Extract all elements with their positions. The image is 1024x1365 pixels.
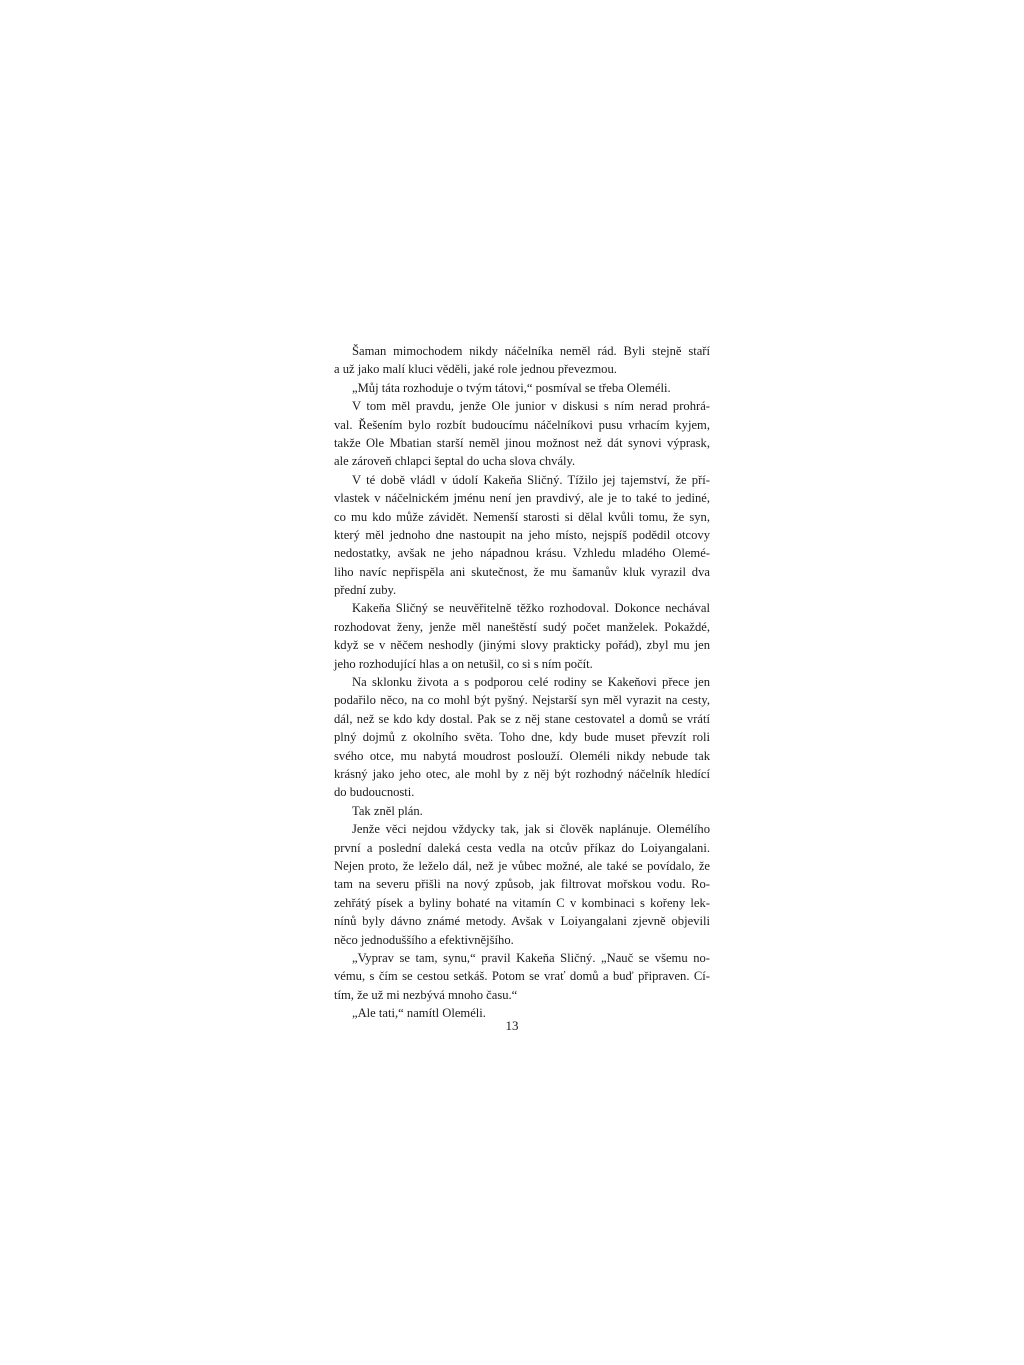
text-line: vlastek v náčelnickém jménu není jen pravdivý, ale je to také to jediné, xyxy=(334,491,710,506)
text-line: co mu kdo může závidět. Nemenší starosti si dělal kvůli tomu, že syn, xyxy=(334,509,710,524)
text-line: Nejen proto, že leželo dál, než je vůbec možné, ale také se povídalo, že xyxy=(334,858,710,873)
text-line: svého otce, mu nabytá moudrost poslouží. Oleméli nikdy nebude tak xyxy=(334,748,710,763)
text-line: ale zároveň chlapci šeptal do ucha slova chvály. xyxy=(334,454,576,469)
text-line: rozhodovat ženy, jenže měl naneštěstí sudý počet manželek. Pokaždé, xyxy=(334,619,710,634)
text-line: Šaman mimochodem nikdy náčelníka neměl rád. Byli stejně staří xyxy=(352,344,710,358)
text-line: V tom měl pravdu, jenže Ole junior v diskusi s ním nerad prohrá- xyxy=(352,399,710,414)
text-line: vému, s čím se cestou setkáš. Potom se vrať domů a buď připraven. Cí- xyxy=(334,969,710,984)
text-line: a už jako malí kluci věděli, jaké role jednou převezmou. xyxy=(334,362,617,377)
page-number: 13 xyxy=(505,1018,519,1033)
text-line: „Můj táta rozhoduje o tvým tátovi,“ posmíval se třeba Oleméli. xyxy=(352,380,671,395)
text-line: když se v něčem neshodly (jinými slovy prakticky pořád), zbyl mu jen xyxy=(334,638,710,653)
text-line: přední zuby. xyxy=(334,583,397,598)
body-text xyxy=(334,342,710,1022)
text-line: krásný jako jeho otec, ale mohl by z něj být rozhodný náčelník hledící xyxy=(334,766,710,781)
text-line: podařilo něco, na co mohl být pyšný. Nejstarší syn měl vyrazit na cesty, xyxy=(334,693,710,708)
text-line: který měl jednoho dne nastoupit na jeho místo, nejspíš podědil otcovy xyxy=(334,527,710,542)
text-line: plný dojmů z okolního světa. Toho dne, kdy bude muset převzít roli xyxy=(334,730,710,745)
text-line: takže Ole Mbatian starší neměl jinou možnost než dát synovi výprask, xyxy=(334,435,710,450)
text-line: nedostatky, avšak ne jeho nápadnou krásu. Vzhledu mladého Olemé- xyxy=(334,546,710,561)
text-line: V té době vládl v údolí Kakeňa Sličný. Tížilo jej tajemství, že pří- xyxy=(352,472,710,487)
text-line: dál, než se kdo kdy dostal. Pak se z něj stane cestovatel a domů se vrátí xyxy=(334,711,710,726)
text-line: Tak zněl plán. xyxy=(352,803,423,818)
text-line: něco jednoduššího a efektivnějšího. xyxy=(334,932,514,947)
text-line: „Vyprav se tam, synu,“ pravil Kakeňa Sličný. „Nauč se všemu no- xyxy=(352,950,710,965)
text-line: do budoucnosti. xyxy=(334,785,415,800)
text-line: Na sklonku života a s podporou celé rodiny se Kakeňovi přece jen xyxy=(352,675,710,690)
text-line: zehřátý písek a byliny bohaté na vitamín C v kombinaci s kořeny lek- xyxy=(334,895,710,910)
text-line: první a poslední daleká cesta vedla na otcův příkaz do Loiyangalani. xyxy=(334,840,710,855)
text-line: tím, že už mi nezbývá mnoho času.“ xyxy=(334,987,518,1002)
text-line: liho navíc nepřispěla ani skutečnost, že mu šamanův kluk vyrazil dva xyxy=(334,564,710,579)
text-line: Kakeňa Sličný se neuvěřitelně těžko rozhodoval. Dokonce nechával xyxy=(352,601,710,616)
text-line: tam na severu přišli na nový způsob, jak filtrovat mořskou vodu. Ro- xyxy=(334,877,710,892)
text-line: val. Řešením bylo rozbít budoucímu náčelníkovi pusu vrhacím kyjem, xyxy=(334,417,710,432)
text-line: Jenže věci nejdou vždycky tak, jak si člověk naplánuje. Olemélího xyxy=(352,822,710,837)
text-line: nínů byly dávno známé metody. Avšak v Loiyangalani zjevně objevili xyxy=(334,914,710,929)
text-line: „Ale tati,“ namítl Oleméli. xyxy=(352,1006,486,1021)
text-line: jeho rozhodující hlas a on netušil, co si s ním počít. xyxy=(334,656,593,671)
